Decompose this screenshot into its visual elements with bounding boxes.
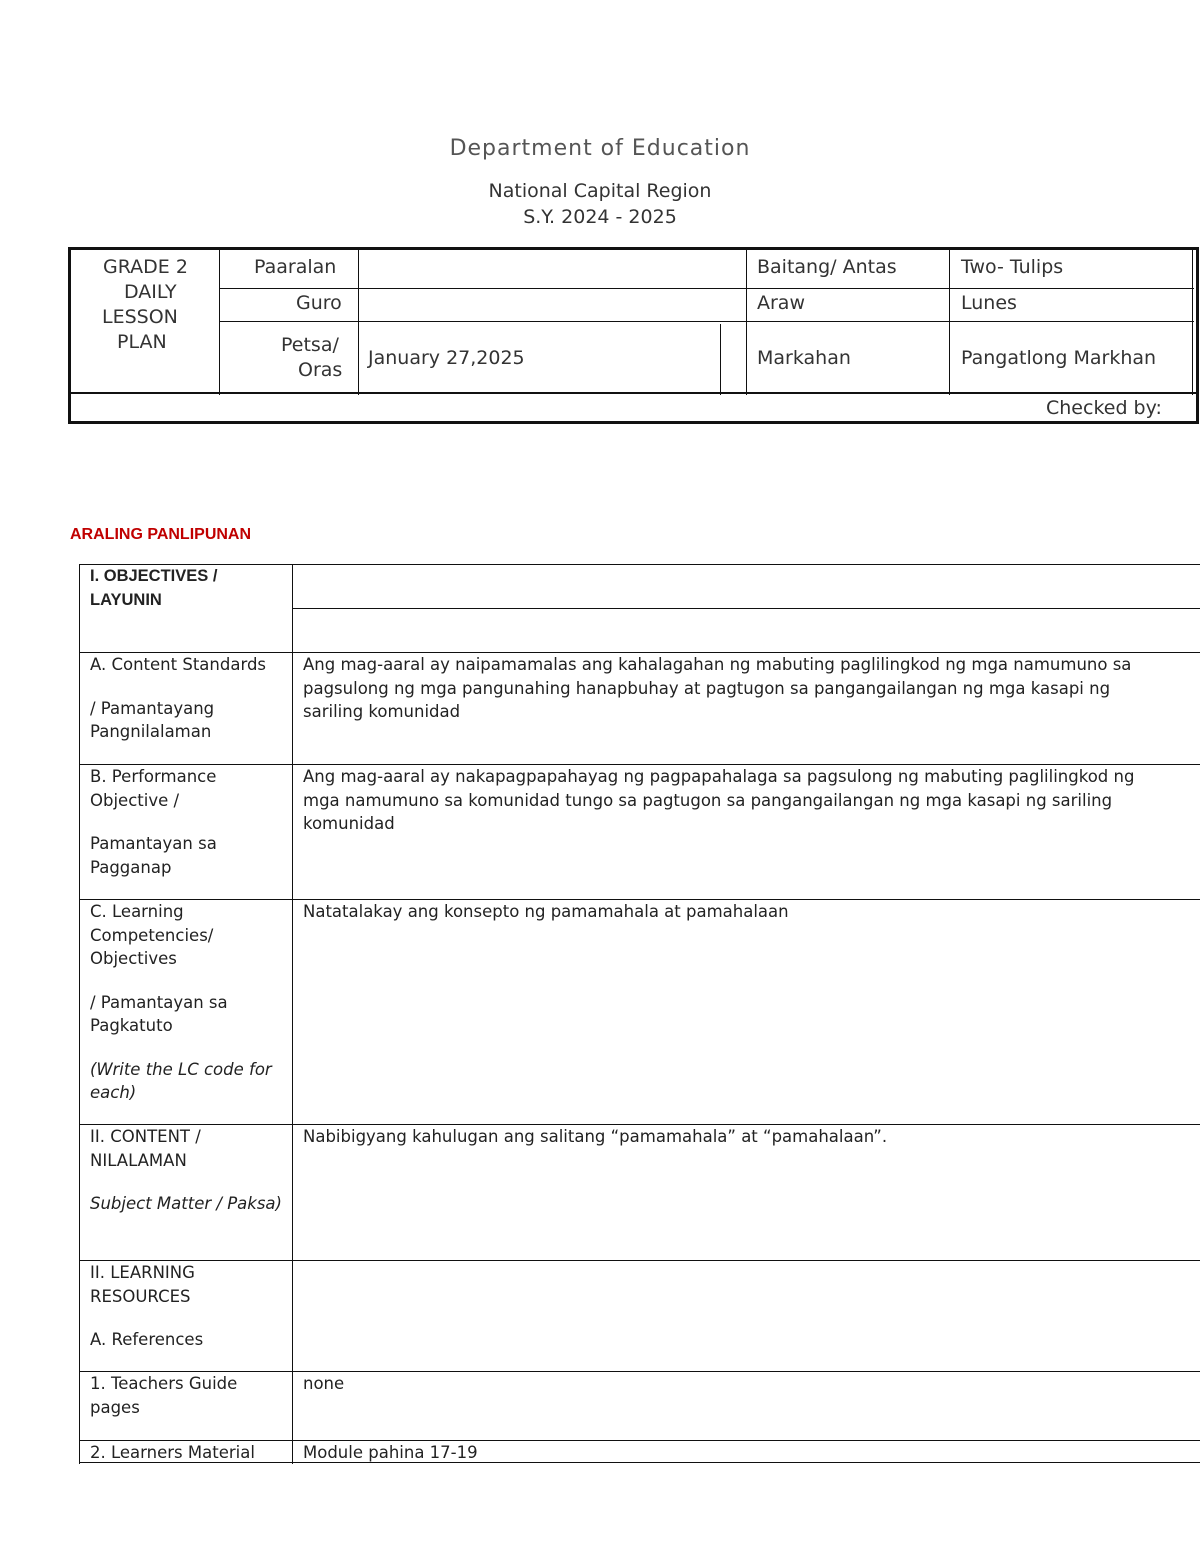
plan-label-line-2: DAILY: [124, 281, 177, 303]
teachers-guide-text: none: [303, 1374, 345, 1393]
date-value: January 27,2025: [368, 347, 525, 369]
grade-value: Two- Tulips: [961, 256, 1064, 278]
plan-label-line-1: GRADE 2: [103, 256, 188, 278]
learners-material-title: 2. Learners Material: [90, 1443, 255, 1462]
competencies-note: (Write the LC code for each): [90, 1059, 272, 1102]
checked-by-label: Checked by:: [1046, 397, 1162, 419]
performance-line-3: komunidad: [303, 814, 395, 833]
document-title: Department of Education: [449, 136, 751, 161]
date-label-line-2: Oras: [298, 359, 343, 381]
content-standards-line-1: Ang mag-aaral ay naipamamalas ang kahalagahan ng mabuting paglilingkod ng mga namumuno sa: [303, 655, 1132, 674]
content-standards-title: A. Content Standards: [90, 655, 267, 674]
plan-label-line-3: LESSON: [102, 306, 178, 328]
content-subtitle: Subject Matter / Paksa): [90, 1194, 282, 1213]
performance-line-2: mga namumuno sa komunidad tungo sa pagtugon sa pangangailangan ng mga kasapi ng sariling: [303, 790, 1113, 810]
quarter-value: Pangatlong Markhan: [961, 347, 1157, 369]
school-year-line: S.Y. 2024 - 2025: [523, 206, 677, 228]
teachers-guide-title: 1. Teachers Guide pages: [90, 1374, 238, 1417]
content-value: [303, 1125, 1200, 1149]
content-text: Nabibigyang kahulugan ang salitang “pamamahala” at “pamahalaan”.: [303, 1127, 888, 1146]
school-label: Paaralan: [254, 256, 337, 278]
performance-subtitle: Pamantayan sa Pagganap: [90, 834, 217, 877]
objectives-label-text: I. OBJECTIVES / LAYUNIN: [90, 567, 218, 609]
subject-heading: ARALING PANLIPUNAN: [70, 526, 252, 543]
performance-value: [303, 765, 1200, 836]
quarter-label: Markahan: [757, 347, 851, 369]
competencies-text: Natatalakay ang konsepto ng pamamahala at pamahalaan: [303, 902, 789, 921]
lesson-info-table: [68, 247, 1199, 424]
region-line: National Capital Region: [488, 180, 712, 202]
competencies-label: [90, 900, 288, 1105]
performance-line-1: Ang mag-aaral ay nakapagpapahayag ng pagpapahalaga sa pagsulong ng mabuting paglilingkod ng: [303, 767, 1135, 786]
competencies-subtitle: / Pamantayan sa Pagkatuto: [90, 992, 228, 1035]
performance-label: [90, 765, 288, 879]
references-subtitle: A. References: [90, 1330, 204, 1349]
plan-label-line-4: PLAN: [117, 331, 167, 353]
competencies-title: C. Learning Competencies/ Objectives: [90, 902, 214, 968]
content-standards-line-2: pagsulong ng mga pangunahing hanapbuhay at pagtugon sa pangangailangan ng mga kasapi ng: [303, 678, 1111, 698]
objectives-label: [90, 565, 288, 612]
content-standards-subtitle: / Pamantayang Pangnilalaman: [90, 698, 215, 741]
grade-label: Baitang/ Antas: [757, 256, 897, 278]
resources-label: [90, 1261, 288, 1352]
learners-material-label: [90, 1441, 288, 1465]
day-value: Lunes: [961, 292, 1017, 314]
teacher-label: Guro: [296, 292, 342, 314]
content-standards-line-3: sariling komunidad: [303, 702, 461, 721]
content-standards-value: [303, 653, 1200, 724]
teachers-guide-label: [90, 1372, 288, 1419]
competencies-value: [303, 900, 1200, 924]
resources-title: II. LEARNING RESOURCES: [90, 1263, 195, 1306]
teachers-guide-value: [303, 1372, 1200, 1396]
performance-title: B. Performance Objective /: [90, 767, 217, 810]
content-title: II. CONTENT / NILALAMAN: [90, 1127, 201, 1170]
date-label-line-1: Petsa/: [281, 334, 339, 356]
learners-material-text: Module pahina 17-19: [303, 1443, 478, 1462]
learners-material-value: [303, 1441, 1200, 1465]
day-label: Araw: [757, 292, 805, 314]
content-label: [90, 1125, 288, 1216]
content-standards-label: [90, 653, 288, 744]
